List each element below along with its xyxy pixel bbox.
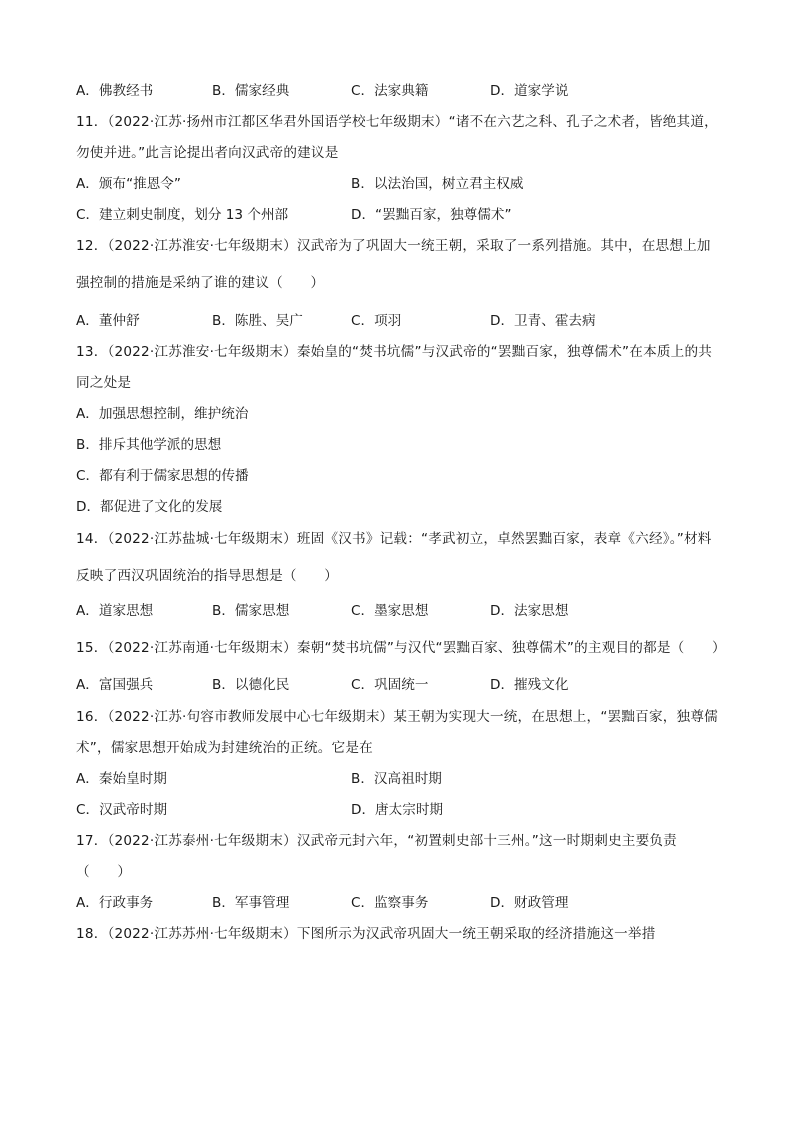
q15-option-c[interactable]: C．巩固统一 bbox=[351, 677, 429, 693]
q16-option-c[interactable]: C．汉武帝时期 bbox=[76, 802, 168, 818]
q16-stem-line-1: 16．（2022·江苏·句容市教师发展中心七年级期末）某王朝为实现大一统，在思想上，“罢黜百家，独尊儒 bbox=[76, 709, 718, 725]
q17-option-c[interactable]: C．监察事务 bbox=[351, 895, 429, 911]
q11-stem-line-1: 11．（2022·江苏·扬州市江都区华君外国语学校七年级期末）“诸不在六艺之科、孔子之术者，皆绝其道， bbox=[76, 114, 718, 130]
q17-option-a[interactable]: A．行政事务 bbox=[76, 895, 154, 911]
q13-option-a[interactable]: A．加强思想控制，维护统治 bbox=[76, 406, 249, 422]
q13-option-c[interactable]: C．都有利于儒家思想的传播 bbox=[76, 468, 249, 484]
q11-option-b[interactable]: B．以法治国，树立君主权威 bbox=[351, 176, 524, 192]
q11-option-d[interactable]: D．“罢黜百家，独尊儒术” bbox=[351, 207, 512, 223]
q10-option-a[interactable]: A．佛教经书 bbox=[76, 83, 154, 99]
q11-option-a[interactable]: A．颁布“推恩令” bbox=[76, 176, 181, 192]
q15-option-b[interactable]: B．以德化民 bbox=[212, 677, 290, 693]
q15-stem-line-1: 15．（2022·江苏南通·七年级期末）秦朝“焚书坑儒”与汉代“罢黜百家、独尊儒术”的主观目的都是（ ） bbox=[76, 640, 726, 656]
q14-option-d[interactable]: D．法家思想 bbox=[490, 603, 569, 619]
q16-stem-line-2: 术”，儒家思想开始成为封建统治的正统。它是在 bbox=[76, 740, 373, 756]
q13-option-b[interactable]: B．排斥其他学派的思想 bbox=[76, 437, 222, 453]
q12-option-d[interactable]: D．卫青、霍去病 bbox=[490, 313, 596, 329]
q17-stem-line-2: （ ） bbox=[76, 864, 132, 880]
q15-option-a[interactable]: A．富国强兵 bbox=[76, 677, 154, 693]
q17-option-b[interactable]: B．军事管理 bbox=[212, 895, 290, 911]
q11-stem-line-2: 勿使并进。”此言论提出者向汉武帝的建议是 bbox=[76, 145, 339, 161]
q16-option-d[interactable]: D．唐太宗时期 bbox=[351, 802, 444, 818]
q14-option-c[interactable]: C．墨家思想 bbox=[351, 603, 429, 619]
q12-stem-line-1: 12．（2022·江苏淮安·七年级期末）汉武帝为了巩固大一统王朝，采取了一系列措施。其中，在思想上加 bbox=[76, 238, 711, 254]
q12-option-b[interactable]: B．陈胜、吴广 bbox=[212, 313, 303, 329]
q10-option-c[interactable]: C．法家典籍 bbox=[351, 83, 429, 99]
q12-option-c[interactable]: C．项羽 bbox=[351, 313, 402, 329]
q14-option-a[interactable]: A．道家思想 bbox=[76, 603, 154, 619]
q16-option-a[interactable]: A．秦始皇时期 bbox=[76, 771, 167, 787]
q12-stem-line-2: 强控制的措施是采纳了谁的建议（ ） bbox=[76, 275, 325, 291]
q13-option-d[interactable]: D．都促进了文化的发展 bbox=[76, 499, 223, 515]
q14-stem-line-2: 反映了西汉巩固统治的指导思想是（ ） bbox=[76, 568, 339, 584]
q16-option-b[interactable]: B．汉高祖时期 bbox=[351, 771, 442, 787]
q10-option-d[interactable]: D．道家学说 bbox=[490, 83, 569, 99]
q10-option-b[interactable]: B．儒家经典 bbox=[212, 83, 290, 99]
q15-option-d[interactable]: D．摧残文化 bbox=[490, 677, 569, 693]
q17-stem-line-1: 17．（2022·江苏泰州·七年级期末）汉武帝元封六年，“初置刺史部十三州。”这一时期刺史主要负责 bbox=[76, 833, 677, 849]
q13-stem-line-1: 13．（2022·江苏淮安·七年级期末）秦始皇的“焚书坑儒”与汉武帝的“罢黜百家，独尊儒术”在本质上的共 bbox=[76, 344, 713, 360]
q17-option-d[interactable]: D．财政管理 bbox=[490, 895, 569, 911]
q13-stem-line-2: 同之处是 bbox=[76, 375, 132, 391]
q14-stem-line-1: 14．（2022·江苏盐城·七年级期末）班固《汉书》记载：“孝武初立，卓然罢黜百家，表章《六经》。”材料 bbox=[76, 531, 712, 547]
q14-option-b[interactable]: B．儒家思想 bbox=[212, 603, 290, 619]
q18-stem-line-1: 18．（2022·江苏苏州·七年级期末）下图所示为汉武帝巩固大一统王朝采取的经济措施这一举措 bbox=[76, 926, 656, 942]
q11-option-c[interactable]: C．建立刺史制度，划分 13 个州部 bbox=[76, 207, 289, 223]
q12-option-a[interactable]: A．董仲舒 bbox=[76, 313, 140, 329]
